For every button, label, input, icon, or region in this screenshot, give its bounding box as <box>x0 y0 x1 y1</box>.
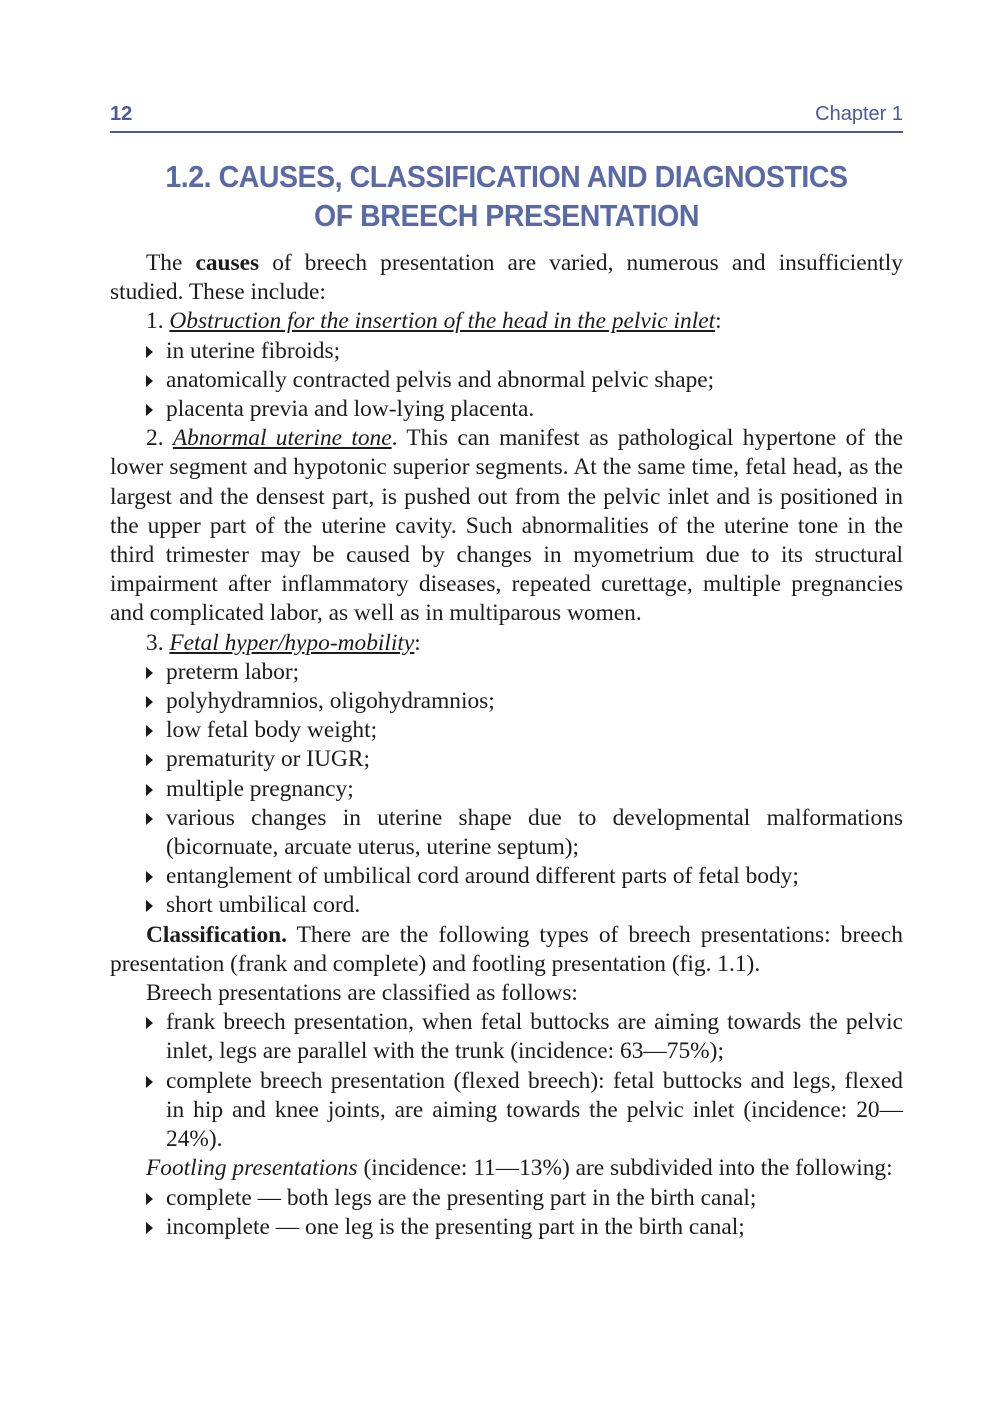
cause-1-title: Obstruction for the insertion of the head in the pelvic inlet <box>169 308 716 335</box>
bullet-arrow-icon <box>146 696 153 708</box>
bullet-arrow-icon <box>146 375 153 387</box>
bullet-arrow-icon <box>146 725 153 737</box>
bullet-arrow-icon <box>146 1017 153 1029</box>
bullet-arrow-icon <box>146 1222 153 1234</box>
section-title <box>142 157 872 235</box>
classification-bold: Classification. <box>146 921 287 948</box>
intro-paragraph <box>110 249 903 307</box>
bullet-arrow-icon <box>146 784 153 796</box>
list-item-text: complete breech presentation (flexed breech): fetal buttocks and legs, flexed in hip and knee joints, are aiming towards the pelvic inlet (incidence: 20—24%). <box>166 1067 903 1153</box>
list-item <box>110 366 903 395</box>
list-item <box>110 804 903 862</box>
bullet-arrow-icon <box>146 346 153 358</box>
list-item <box>110 891 903 920</box>
classification-text: There are the following types of breech presentations: breech presentation (frank and complete) and footling presentation (fig. 1.1). <box>110 921 903 977</box>
cause-1-heading <box>110 307 903 336</box>
section-title-line-2: OF BREECH PRESENTATION <box>314 198 699 233</box>
list-item-text: placenta previa and low-lying placenta. <box>166 396 535 423</box>
list-item-text: in uterine fibroids; <box>166 337 341 364</box>
list-item-text: various changes in uterine shape due to developmental malformations (bicornuate, arcuate uterus, uterine septum); <box>166 804 903 861</box>
footling-text: (incidence: 11—13%) are subdivided into the following: <box>357 1155 893 1182</box>
cause-2-text: . This can manifest as pathological hypertone of the lower segment and hypotonic superior segments. At the same time, fetal head, as the largest and the densest part, is pushed out from the pelvic inlet and is positioned in the upper part of the uterine cavity. Such abnormalities of the uterine tone in the third trimester may be caused by changes in myometrium due to its structural impairment after inflammatory diseases, repeated curettage, multiple pregnancies and complicated labor, as well as in multiparous women. <box>110 425 903 627</box>
list-item-text: low fetal body weight; <box>166 717 378 744</box>
classification-paragraph <box>110 921 903 979</box>
list-item <box>110 1067 903 1155</box>
cause-3-number: 3. <box>146 629 170 656</box>
list-item-text: frank breech presentation, when fetal buttocks are aiming towards the pelvic inlet, legs are parallel with the trunk (incidence: 63—75%); <box>166 1009 903 1065</box>
section-title-line-1: 1.2. CAUSES, CLASSIFICATION AND DIAGNOSTICS <box>165 159 848 194</box>
body-text <box>110 249 903 1242</box>
bullet-arrow-icon <box>146 900 153 912</box>
cause-2-title: Abnormal uterine tone <box>172 425 392 452</box>
chapter-label: Chapter 1 <box>815 103 903 125</box>
list-item <box>110 658 903 687</box>
list-item <box>110 1184 903 1213</box>
bullet-arrow-icon <box>146 813 153 825</box>
list-item-text: anatomically contracted pelvis and abnormal pelvic shape; <box>166 366 715 393</box>
cause-2-paragraph <box>110 424 903 628</box>
footling-italic: Footling presentations <box>146 1155 358 1182</box>
intro-pre: The <box>146 250 196 276</box>
intro-bold: causes <box>195 250 260 276</box>
breech-intro: Breech presentations are classified as follows: <box>146 980 578 1007</box>
intro-post: of breech presentation are varied, numerous and insufficiently studied. These include: <box>110 250 903 306</box>
list-item-text: preterm labor; <box>166 658 300 685</box>
list-item <box>110 716 903 745</box>
cause-3-colon: : <box>414 629 421 656</box>
bullet-arrow-icon <box>146 404 153 416</box>
cause-2-number: 2. <box>146 425 173 452</box>
page-number: 12 <box>110 103 133 125</box>
list-item <box>110 687 903 716</box>
list-item-text: polyhydramnios, oligohydramnios; <box>166 688 495 715</box>
cause-3-heading <box>110 629 903 658</box>
list-item <box>110 775 903 804</box>
bullet-arrow-icon <box>146 754 153 766</box>
list-item-text: entanglement of umbilical cord around different parts of fetal body; <box>166 863 799 890</box>
running-header <box>110 96 903 133</box>
list-item <box>110 1008 903 1066</box>
list-item-text: short umbilical cord. <box>166 892 361 919</box>
bullet-arrow-icon <box>146 871 153 883</box>
list-item-text: multiple pregnancy; <box>166 775 354 802</box>
list-item <box>110 862 903 891</box>
cause-1-colon: : <box>715 308 722 335</box>
footling-paragraph <box>110 1154 903 1183</box>
list-item <box>110 1213 903 1242</box>
cause-1-number: 1. <box>146 308 170 335</box>
page <box>110 96 903 1242</box>
list-item-text: incomplete — one leg is the presenting part in the birth canal; <box>166 1213 745 1240</box>
bullet-arrow-icon <box>146 667 153 679</box>
list-item <box>110 395 903 424</box>
list-item-text: complete — both legs are the presenting part in the birth canal; <box>166 1184 757 1211</box>
list-item-text: prematurity or IUGR; <box>166 746 370 773</box>
bullet-arrow-icon <box>146 1076 153 1088</box>
cause-3-title: Fetal hyper/hypo-mobility <box>169 629 415 656</box>
list-item <box>110 337 903 366</box>
list-item <box>110 745 903 774</box>
bullet-arrow-icon <box>146 1193 153 1205</box>
